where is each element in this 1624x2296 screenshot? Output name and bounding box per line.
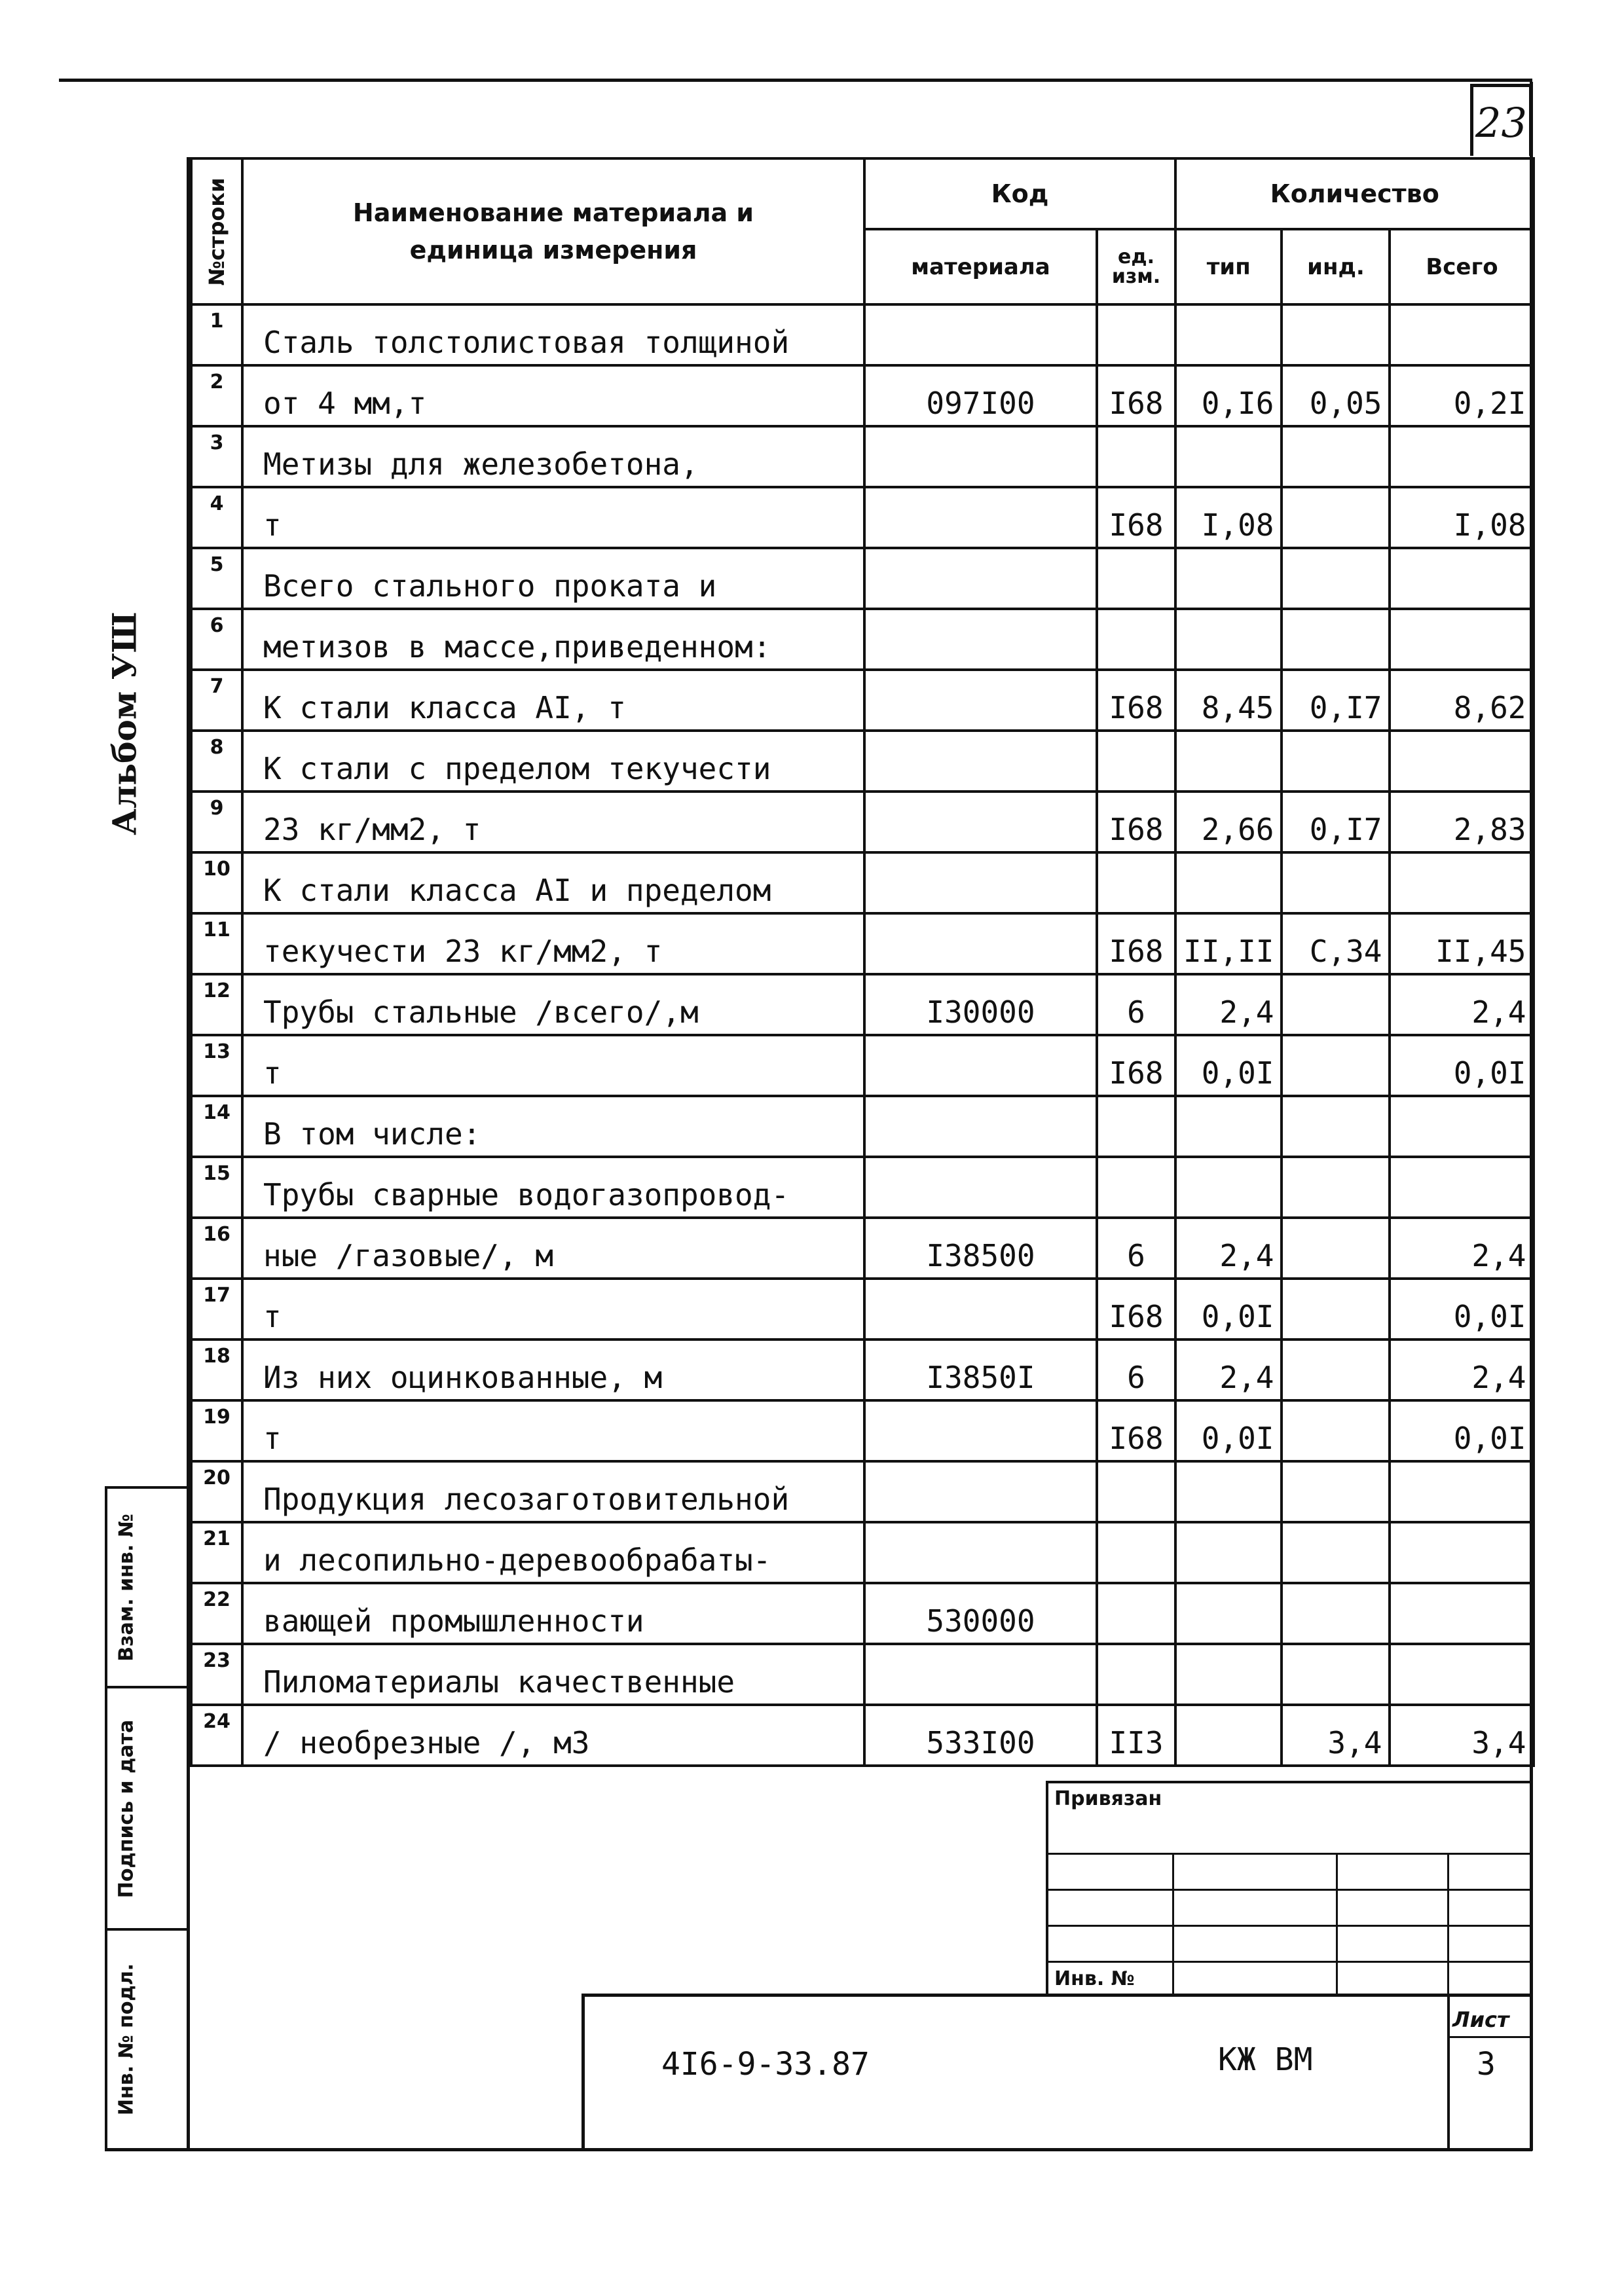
row-number-cell: 11: [191, 913, 242, 974]
table-row: [191, 1279, 1534, 1339]
material-name-cell: Метизы для железобетона,: [242, 426, 864, 487]
album-label: Альбом УШ: [105, 611, 144, 835]
qty-ind-cell: [1282, 1339, 1390, 1400]
qty-total-cell: 2,4: [1390, 1218, 1534, 1279]
qty-type-cell: 0,0I: [1175, 1279, 1282, 1339]
table-row: [191, 852, 1534, 913]
qty-ind-cell: [1282, 1035, 1390, 1096]
qty-type-cell: 2,4: [1175, 1218, 1282, 1279]
qty-ind-cell: 0,I7: [1282, 792, 1390, 852]
qty-total-cell: [1390, 852, 1534, 913]
material-name-cell: и лесопильно-деревообрабаты-: [242, 1522, 864, 1583]
table-row: [191, 548, 1534, 609]
table-row: [191, 1339, 1534, 1400]
unit-code-cell: [1097, 1096, 1175, 1157]
row-number-cell: 10: [191, 852, 242, 913]
qty-ind-cell: [1282, 1400, 1390, 1461]
material-code-cell: [864, 670, 1097, 731]
qty-ind-cell: [1282, 548, 1390, 609]
qty-type-cell: 8,45: [1175, 670, 1282, 731]
qty-type-cell: II,II: [1175, 913, 1282, 974]
document-code: 4I6-9-33.87: [661, 2046, 870, 2083]
unit-code-cell: I68: [1097, 792, 1175, 852]
qty-total-cell: 0,0I: [1390, 1035, 1534, 1096]
margin-top-line: [105, 1486, 189, 1489]
qty-total-cell: [1390, 1522, 1534, 1583]
table-row: [191, 974, 1534, 1035]
qty-total-cell: 2,83: [1390, 792, 1534, 852]
material-name-cell: Всего стального проката и: [242, 548, 864, 609]
unit-code-cell: 6: [1097, 974, 1175, 1035]
code-header: Код: [864, 158, 1175, 229]
stamp-row-line-4: [1048, 1961, 1532, 1963]
material-name-cell: 23 кг/мм2, т: [242, 792, 864, 852]
unit-code-cell: [1097, 1157, 1175, 1218]
row-number-cell: 9: [191, 792, 242, 852]
unit-code-cell: I68: [1097, 1035, 1175, 1096]
qty-type-cell: 2,66: [1175, 792, 1282, 852]
unit-code-cell: [1097, 731, 1175, 792]
qty-total-cell: [1390, 731, 1534, 792]
qty-type-cell: 0,I6: [1175, 365, 1282, 426]
name-header: Наименование материала и единица измерения: [242, 158, 864, 304]
material-code-cell: [864, 487, 1097, 548]
sheet-value: 3: [1477, 2046, 1496, 2083]
sheet-label: Лист: [1452, 2007, 1509, 2032]
material-name-cell: Трубы сварные водогазопровод-: [242, 1157, 864, 1218]
album-label-box: [105, 611, 144, 835]
unit-code-cell: [1097, 1583, 1175, 1644]
qty-ind-cell: [1282, 487, 1390, 548]
material-code-cell: I3850I: [864, 1339, 1097, 1400]
material-code-cell: [864, 1644, 1097, 1705]
qty-type-cell: [1175, 548, 1282, 609]
table-row: [191, 365, 1534, 426]
material-code-cell: [864, 1035, 1097, 1096]
row-number-cell: 16: [191, 1218, 242, 1279]
table-row: [191, 792, 1534, 852]
qty-type-cell: [1175, 609, 1282, 670]
sheet-number: 23: [1475, 99, 1527, 147]
margin-label-signature: Подпись и дата: [115, 1719, 138, 1898]
qty-ind-cell: [1282, 1157, 1390, 1218]
qty-total-cell: 2,4: [1390, 974, 1534, 1035]
material-name-cell: Продукция лесозаготовительной: [242, 1461, 864, 1522]
row-number-cell: 3: [191, 426, 242, 487]
qty-ind-cell: [1282, 974, 1390, 1035]
row-number-cell: 13: [191, 1035, 242, 1096]
qty-type-cell: 0,0I: [1175, 1400, 1282, 1461]
qty-type-header: тип: [1175, 229, 1282, 304]
qty-type-cell: [1175, 731, 1282, 792]
unit-code-cell: 6: [1097, 1339, 1175, 1400]
top-border-line: [59, 79, 1532, 82]
materials-table: [190, 157, 1535, 1767]
material-name-cell: Трубы стальные /всего/,м: [242, 974, 864, 1035]
material-code-cell: [864, 913, 1097, 974]
qty-total-cell: [1390, 548, 1534, 609]
row-number-cell: 4: [191, 487, 242, 548]
qty-ind-cell: [1282, 304, 1390, 365]
unit-code-cell: [1097, 426, 1175, 487]
material-name-cell: т: [242, 1279, 864, 1339]
qty-ind-cell: [1282, 1279, 1390, 1339]
material-name-cell: т: [242, 1035, 864, 1096]
row-number-cell: 8: [191, 731, 242, 792]
qty-type-cell: [1175, 1705, 1282, 1766]
qty-type-cell: [1175, 1522, 1282, 1583]
qty-ind-cell: [1282, 426, 1390, 487]
qty-ind-cell: [1282, 1583, 1390, 1644]
row-number-cell: 22: [191, 1583, 242, 1644]
row-number-cell: 14: [191, 1096, 242, 1157]
qty-ind-cell: 0,I7: [1282, 670, 1390, 731]
material-name-cell: ные /газовые/, м: [242, 1218, 864, 1279]
qty-ind-cell: [1282, 1218, 1390, 1279]
title-block-left-line: [581, 1994, 585, 2151]
qty-type-cell: [1175, 426, 1282, 487]
material-name-cell: метизов в массе,приведенном:: [242, 609, 864, 670]
row-number-cell: 2: [191, 365, 242, 426]
row-number-cell: 23: [191, 1644, 242, 1705]
sheet-number-box: [1470, 84, 1532, 156]
table-row: [191, 731, 1534, 792]
table-row: [191, 1157, 1534, 1218]
qty-type-cell: [1175, 304, 1282, 365]
material-name-cell: Сталь толстолистовая толщиной: [242, 304, 864, 365]
material-name-cell: Из них оцинкованные, м: [242, 1339, 864, 1400]
stamp-col-line-1: [1172, 1853, 1174, 1997]
table-row: [191, 1583, 1534, 1644]
stamp-col-line-2: [1336, 1853, 1338, 1997]
unit-code-cell: [1097, 1644, 1175, 1705]
qty-type-cell: [1175, 1644, 1282, 1705]
unit-code-cell: I68: [1097, 1279, 1175, 1339]
table-row: [191, 609, 1534, 670]
row-number-cell: 15: [191, 1157, 242, 1218]
qty-type-cell: [1175, 1096, 1282, 1157]
qty-ind-cell: [1282, 731, 1390, 792]
qty-total-cell: [1390, 304, 1534, 365]
row-number-cell: 21: [191, 1522, 242, 1583]
unit-code-header: ед. изм.: [1097, 229, 1175, 304]
title-block-top-line: [581, 1994, 1532, 1997]
material-name-cell: т: [242, 487, 864, 548]
material-name-cell: В том числе:: [242, 1096, 864, 1157]
table-row: [191, 1400, 1534, 1461]
qty-ind-cell: [1282, 1096, 1390, 1157]
stamp-row-line-2: [1048, 1889, 1532, 1891]
material-code-cell: [864, 548, 1097, 609]
unit-code-cell: 6: [1097, 1218, 1175, 1279]
row-number-cell: 17: [191, 1279, 242, 1339]
material-name-cell: от 4 мм,т: [242, 365, 864, 426]
unit-code-cell: I68: [1097, 487, 1175, 548]
qty-total-cell: [1390, 1461, 1534, 1522]
row-number-cell: 24: [191, 1705, 242, 1766]
material-code-cell: [864, 1522, 1097, 1583]
material-code-cell: [864, 1157, 1097, 1218]
margin-label-swap: Взам. инв. №: [115, 1514, 138, 1662]
table-row: [191, 1705, 1534, 1766]
material-code-cell: [864, 852, 1097, 913]
material-name-cell: т: [242, 1400, 864, 1461]
table-row: [191, 304, 1534, 365]
material-code-cell: [864, 1279, 1097, 1339]
unit-code-cell: [1097, 1522, 1175, 1583]
material-code-cell: [864, 304, 1097, 365]
material-code-cell: [864, 426, 1097, 487]
material-code-cell: [864, 792, 1097, 852]
qty-total-cell: I,08: [1390, 487, 1534, 548]
row-number-cell: 7: [191, 670, 242, 731]
qty-type-cell: 2,4: [1175, 974, 1282, 1035]
stamp-row-line-1: [1048, 1853, 1532, 1855]
qty-type-cell: [1175, 1157, 1282, 1218]
document-type: КЖ ВМ: [1218, 2041, 1313, 2078]
table-row: [191, 1035, 1534, 1096]
margin-divider-1: [105, 1686, 189, 1688]
table-row: [191, 1644, 1534, 1705]
qty-total-cell: [1390, 1583, 1534, 1644]
material-name-cell: К стали класса AI и пределом: [242, 852, 864, 913]
unit-code-cell: I68: [1097, 670, 1175, 731]
left-frame-line: [187, 157, 190, 2151]
unit-code-cell: I68: [1097, 365, 1175, 426]
material-code-cell: [864, 1461, 1097, 1522]
qty-ind-cell: [1282, 609, 1390, 670]
row-number-cell: 6: [191, 609, 242, 670]
unit-code-cell: [1097, 1461, 1175, 1522]
qty-type-cell: [1175, 852, 1282, 913]
bottom-frame-line: [105, 2148, 1532, 2151]
row-number-cell: 18: [191, 1339, 242, 1400]
material-name-cell: К стали класса AI, т: [242, 670, 864, 731]
qty-ind-cell: C,34: [1282, 913, 1390, 974]
unit-code-cell: I68: [1097, 913, 1175, 974]
sheet-cell-divider-line: [1447, 2036, 1532, 2038]
margin-divider-2: [105, 1928, 189, 1931]
unit-code-cell: I68: [1097, 1400, 1175, 1461]
table-row: [191, 1522, 1534, 1583]
sheet-cell-left-line: [1447, 1994, 1450, 2151]
table-row: [191, 670, 1534, 731]
qty-total-cell: [1390, 1157, 1534, 1218]
qty-total-cell: II,45: [1390, 913, 1534, 974]
qty-total-cell: [1390, 426, 1534, 487]
qty-total-cell: 0,0I: [1390, 1279, 1534, 1339]
qty-total-cell: 3,4: [1390, 1705, 1534, 1766]
material-name-cell: Пиломатериалы качественные: [242, 1644, 864, 1705]
stamp-row-line-3: [1048, 1925, 1532, 1927]
material-code-cell: [864, 609, 1097, 670]
unit-code-cell: [1097, 852, 1175, 913]
qty-total-cell: 2,4: [1390, 1339, 1534, 1400]
table-row: [191, 487, 1534, 548]
qty-type-cell: [1175, 1583, 1282, 1644]
qty-type-cell: I,08: [1175, 487, 1282, 548]
qty-ind-cell: [1282, 1461, 1390, 1522]
material-code-cell: [864, 1400, 1097, 1461]
material-name-cell: К стали с пределом текучести: [242, 731, 864, 792]
unit-code-cell: [1097, 609, 1175, 670]
quantity-header: Количество: [1175, 158, 1534, 229]
qty-total-cell: [1390, 1096, 1534, 1157]
material-code-cell: [864, 731, 1097, 792]
unit-code-cell: [1097, 304, 1175, 365]
qty-total-header: Всего: [1390, 229, 1534, 304]
qty-total-cell: [1390, 1644, 1534, 1705]
stamp-bound-label: Привязан: [1054, 1787, 1162, 1810]
row-number-cell: 1: [191, 304, 242, 365]
row-number-cell: 5: [191, 548, 242, 609]
material-code-cell: 533I00: [864, 1705, 1097, 1766]
qty-ind-cell: 0,05: [1282, 365, 1390, 426]
qty-type-cell: [1175, 1461, 1282, 1522]
row-number-cell: 20: [191, 1461, 242, 1522]
material-name-cell: / необрезные /, м3: [242, 1705, 864, 1766]
material-code-cell: [864, 1096, 1097, 1157]
stamp-inv-label: Инв. №: [1054, 1967, 1135, 1990]
qty-total-cell: 0,2I: [1390, 365, 1534, 426]
qty-total-cell: [1390, 609, 1534, 670]
qty-type-cell: 0,0I: [1175, 1035, 1282, 1096]
material-name-cell: вающей промышленности: [242, 1583, 864, 1644]
table-row: [191, 1218, 1534, 1279]
qty-type-cell: 2,4: [1175, 1339, 1282, 1400]
table-row: [191, 426, 1534, 487]
margin-label-original: Инв. № подл.: [115, 1963, 138, 2116]
qty-ind-cell: 3,4: [1282, 1705, 1390, 1766]
qty-ind-header: инд.: [1282, 229, 1390, 304]
material-code-header: материала: [864, 229, 1097, 304]
material-name-cell: текучести 23 кг/мм2, т: [242, 913, 864, 974]
row-number-cell: 19: [191, 1400, 242, 1461]
qty-ind-cell: [1282, 1644, 1390, 1705]
table-row: [191, 913, 1534, 974]
material-code-cell: I30000: [864, 974, 1097, 1035]
table-body: [191, 304, 1534, 1766]
table-row: [191, 1096, 1534, 1157]
material-code-cell: 097I00: [864, 365, 1097, 426]
qty-total-cell: 0,0I: [1390, 1400, 1534, 1461]
qty-ind-cell: [1282, 1522, 1390, 1583]
qty-ind-cell: [1282, 852, 1390, 913]
row-number-cell: 12: [191, 974, 242, 1035]
material-code-cell: 530000: [864, 1583, 1097, 1644]
table-row: [191, 1461, 1534, 1522]
stamp-col-line-3: [1447, 1853, 1449, 1997]
row-number-header: №строки: [191, 158, 242, 304]
stamp-top-line: [1048, 1781, 1532, 1783]
unit-code-cell: [1097, 548, 1175, 609]
material-code-cell: I38500: [864, 1218, 1097, 1279]
unit-code-cell: II3: [1097, 1705, 1175, 1766]
qty-total-cell: 8,62: [1390, 670, 1534, 731]
